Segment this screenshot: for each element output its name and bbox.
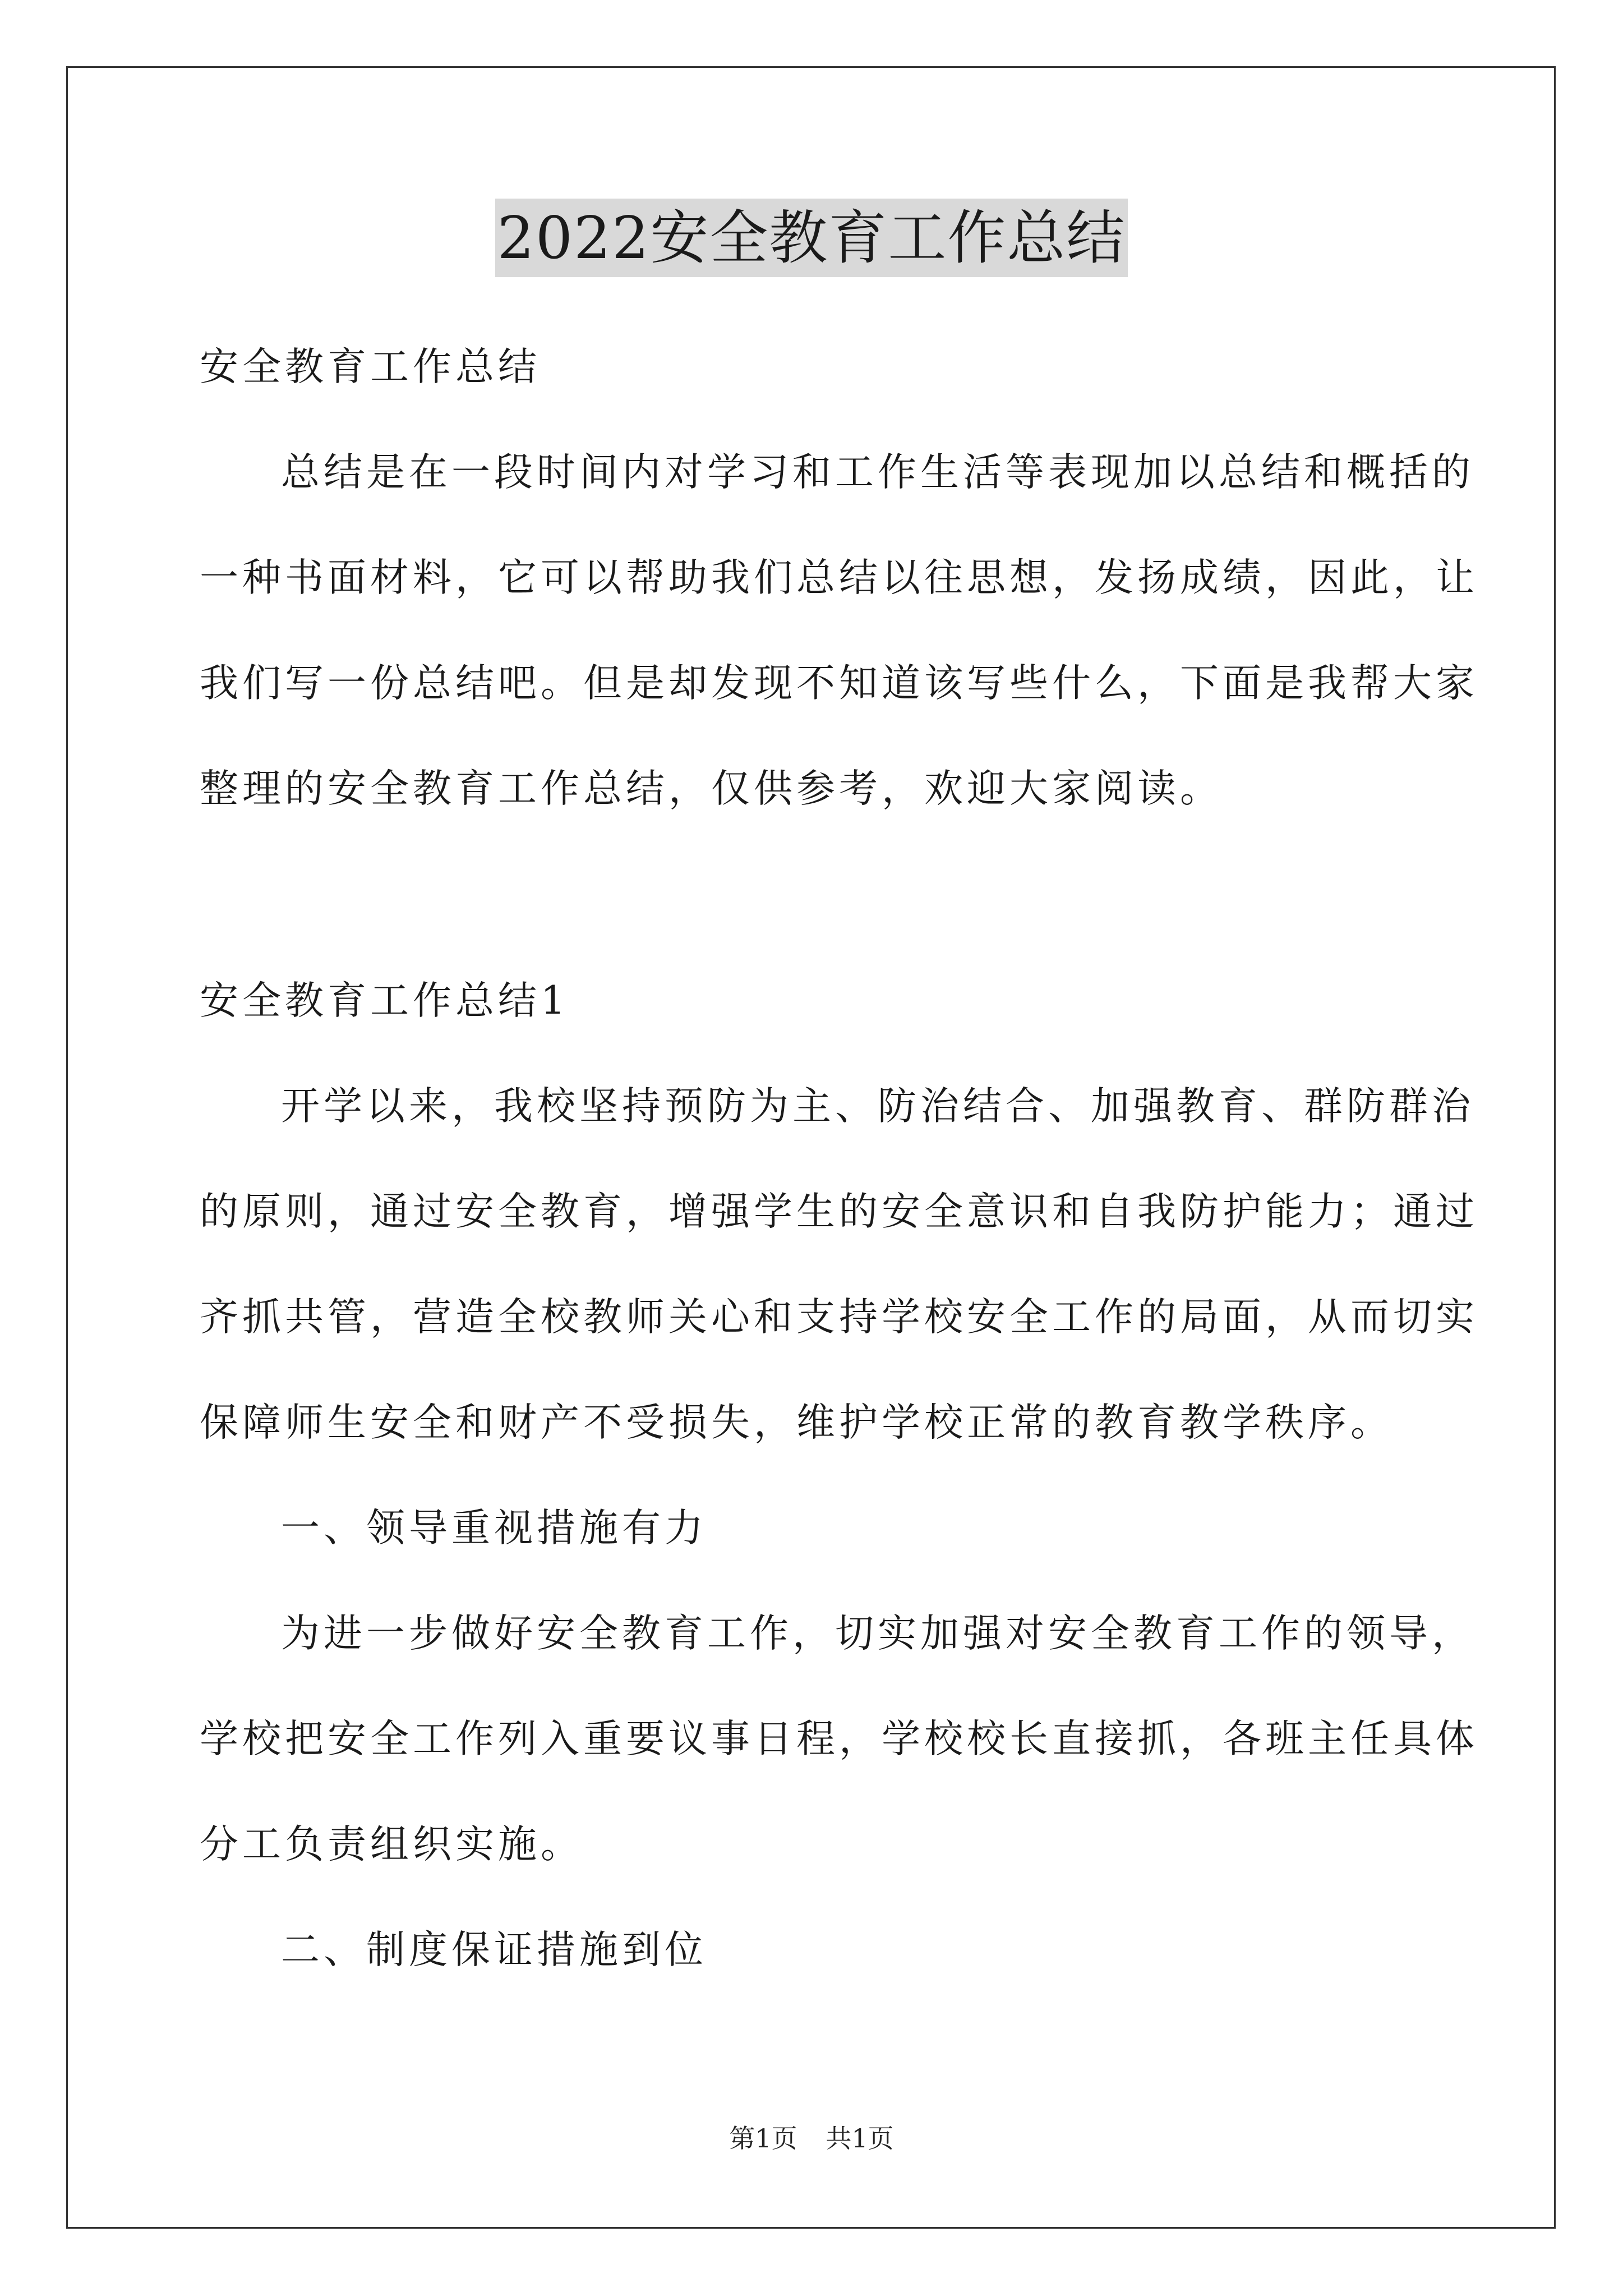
page-total: 共1页 <box>826 2123 894 2154</box>
paragraph-line: 学校把安全工作列入重要议事日程，学校校长直接抓，各班主任具体 <box>200 1717 1478 1761</box>
paragraph-line: 我们写一份总结吧。但是却发现不知道该写些什么，下面是我帮大家 <box>200 661 1478 706</box>
paragraph-line: 一种书面材料，它可以帮助我们总结以往思想，发扬成绩，因此，让 <box>200 555 1478 600</box>
title-container <box>0 199 1623 277</box>
document-title: 2022安全教育工作总结 <box>495 199 1128 277</box>
paragraph-line: 开学以来，我校坚持预防为主、防治结合、加强教育、群防群治 <box>281 1084 1474 1129</box>
paragraph-line: 保障师生安全和财产不受损失，维护学校正常的教育教学秩序。 <box>200 1400 1393 1445</box>
subtitle: 安全教育工作总结 <box>200 344 541 389</box>
page-footer <box>0 2122 1623 2155</box>
paragraph-line: 总结是在一段时间内对学习和工作生活等表现加以总结和概括的 <box>281 450 1474 495</box>
paragraph-line: 为进一步做好安全教育工作，切实加强对安全教育工作的领导， <box>281 1611 1474 1656</box>
paragraph-line: 分工负责组织实施。 <box>200 1822 583 1867</box>
paragraph-line: 齐抓共管，营造全校教师关心和支持学校安全工作的局面，从而切实 <box>200 1295 1478 1340</box>
paragraph-line: 的原则，通过安全教育，增强学生的安全意识和自我防护能力；通过 <box>200 1189 1478 1234</box>
page-number: 第1页 <box>729 2123 797 2154</box>
document-body <box>200 314 1478 2003</box>
section-heading: 安全教育工作总结1 <box>200 978 569 1023</box>
subheading: 一、领导重视措施有力 <box>281 1506 707 1550</box>
section-gap <box>200 841 1428 948</box>
paragraph-line: 整理的安全教育工作总结，仅供参考，欢迎大家阅读。 <box>200 766 1223 811</box>
subheading: 二、制度保证措施到位 <box>281 1927 707 1972</box>
